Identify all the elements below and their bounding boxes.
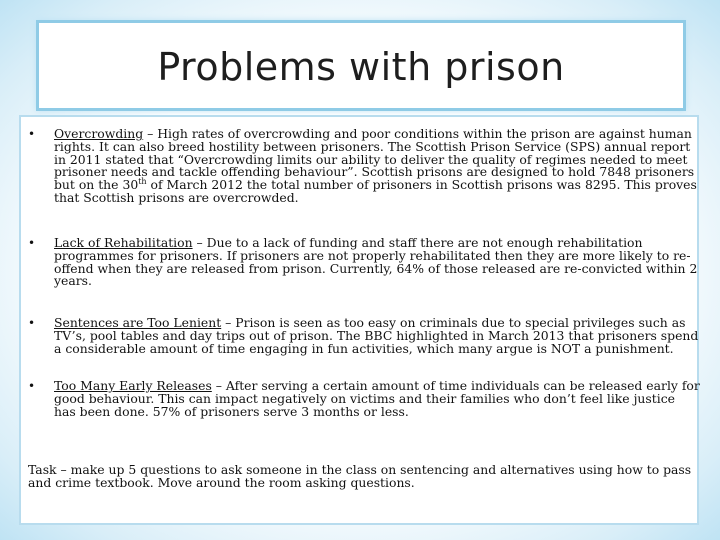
bullet-body: – After serving a certain amount of time individuals can be released early for good behaviour. This can impact negatively on victims and their families who don’t feel like justice has been done. 57% of prisoners serve 3 months or less. <box>54 378 700 419</box>
bullet-text <box>54 128 700 205</box>
bullet-body: – High rates of overcrowding and poor conditions within the prison are against human rights. It can also breed hostility between prisoners. The Scottish Prison Service (SPS) annual report in 2011 stated that “Overcrowding limits our ability to deliver the quality of regimes needed to meet prisoner needs and tackle offending behaviour”. Scottish prisons are designed to hold 7848 prisoners but on the 30 <box>54 126 695 193</box>
task-instructions: Task – make up 5 questions to ask someone in the class on sentencing and alternatives using how to pass and crime textbook. Move around the room asking questions. <box>28 462 692 490</box>
bullet-body: – Prison is seen as too easy on criminals due to special privileges such as TV’s, pool tables and day trips out of prison. The BBC highlighted in March 2013 that prisoners spend a considerable amount of time engaging in fun activities, which many argue is NOT a punishment. <box>54 315 699 356</box>
bullet-dot-icon: • <box>28 127 36 141</box>
bullet-body-continued: of March 2012 the total number of prisoners in Scottish prisons was 8295. This proves that Scottish prisons are overcrowded. <box>54 177 697 205</box>
bullet-heading: Lack of Rehabilitation <box>54 235 193 250</box>
bullet-heading: Too Many Early Releases <box>54 378 212 393</box>
bullet-superscript: th <box>138 177 147 187</box>
bullet-text <box>54 237 700 288</box>
bullet-text <box>54 317 700 355</box>
bullet-body: – Due to a lack of funding and staff there are not enough rehabilitation programmes for prisoners. If prisoners are not properly rehabilitated then they are more likely to re-offend when they are released from prison. Currently, 64% of those released are re-convicted within 2 years. <box>54 235 698 289</box>
bullet-heading: Overcrowding <box>54 126 144 141</box>
bullet-heading: Sentences are Too Lenient <box>54 315 222 330</box>
bullet-text <box>54 380 700 418</box>
slide-title: Problems with prison <box>157 45 565 89</box>
title-box <box>36 20 686 111</box>
bullet-dot-icon: • <box>28 316 36 330</box>
bullet-dot-icon: • <box>28 236 36 250</box>
bullet-dot-icon: • <box>28 379 36 393</box>
